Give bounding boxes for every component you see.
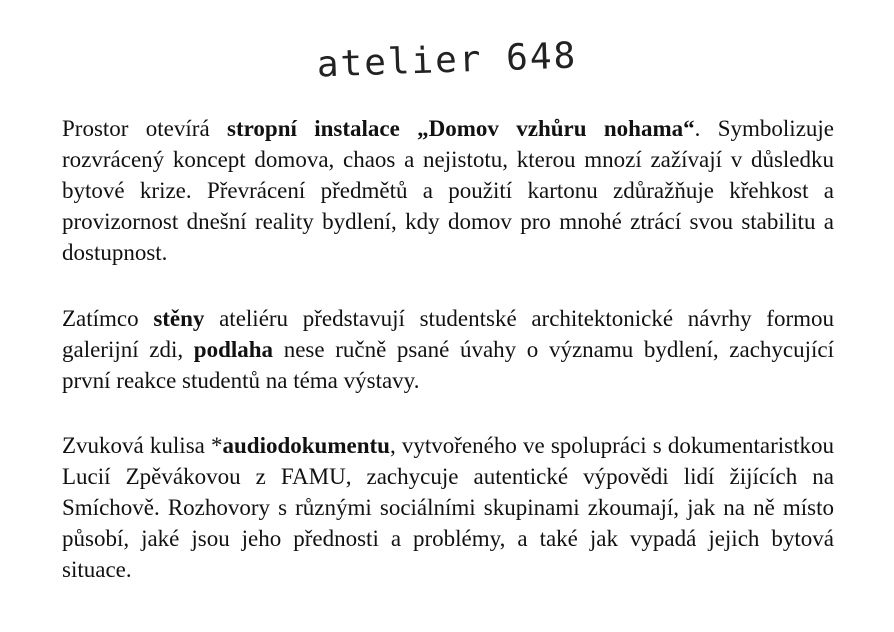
emphasis-installation: stropní instalace „Domov vzhůru nohama“ bbox=[227, 116, 695, 141]
paragraph-audio bbox=[62, 430, 834, 585]
paragraph-walls-floor bbox=[62, 303, 834, 396]
emphasis-audio: audiodokumentu bbox=[222, 433, 390, 458]
paragraph-text: ateliéru představují studentské architektonické návrhy formou galerijní zdi, bbox=[62, 306, 835, 362]
paragraph-text: Zvuková kulisa * bbox=[62, 433, 223, 458]
paragraph-text: nese ručně psané úvahy o významu bydlení, zachycující první reakce studentů na téma výstavy. bbox=[62, 337, 834, 393]
emphasis-walls: stěny bbox=[153, 306, 205, 331]
paragraph-text: Zatímco bbox=[62, 306, 154, 331]
paragraph-installation bbox=[62, 113, 834, 268]
emphasis-floor: podlaha bbox=[193, 337, 274, 362]
paragraph-text: , vytvořeného ve spolupráci s dokumentaristkou Lucií Zpěvákovou z FAMU, zachycuje autentické výpovědi lidí žijících na Smíchově. Rozhovory s různými sociálními skupinami zkoumají, jak na ně místo působí, jaké jsou jeho přednosti a problémy, a také jak vypadá jejich bytová situace. bbox=[62, 433, 834, 582]
paragraph-text: . Symbolizuje rozvrácený koncept domova, chaos a nejistotu, kterou mnozí zažívají v důsledku bytové krize. Převrácení předmětů a použití kartonu zdůražňuje křehkost a provizornost dnešní reality bydlení, kdy domov pro mnohé ztrácí svou stabilitu a dostupnost. bbox=[62, 116, 834, 265]
page-title: atelier 648 bbox=[316, 35, 578, 86]
paragraph-text: Prostor otevírá bbox=[62, 116, 227, 141]
